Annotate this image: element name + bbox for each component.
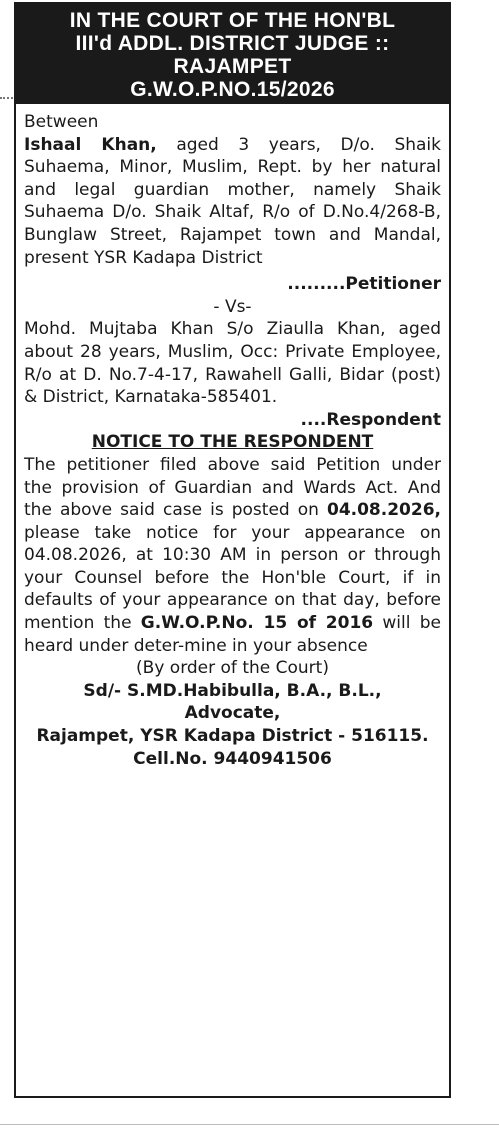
court-notice: [14, 2, 451, 1098]
case-reference: G.W.O.P.No. 15 of 2016: [140, 613, 374, 634]
hearing-date: 04.08.2026,: [326, 500, 441, 521]
notice-paragraph: [24, 454, 441, 657]
notice-text-2: please take notice for your appearance on 04.08.2026, at 10:30 AM in person or through your Counsel before the Hon'ble Court, if in defaults of your appearance on that day, before mention the: [24, 522, 441, 634]
petitioner-paragraph: [24, 134, 441, 270]
page-bottom-rule: [0, 1124, 499, 1125]
respondent-paragraph: Mohd. Mujtaba Khan S/o Ziaulla Khan, aged about 28 years, Muslim, Occ: Private Employee, R/o at D. No.7-4-17, Rawahell Galli, Bidar (post) & District, Karnataka-585401.: [24, 319, 441, 408]
notice-header: [16, 4, 449, 104]
advocate-role: Advocate,: [184, 703, 281, 724]
header-line-judge: III'd ADDL. DISTRICT JUDGE ::: [75, 32, 390, 55]
notice-text-1: The petitioner filed above said Petition under the provision of Guardian and Wards Act. And the above said case is posted on: [24, 454, 441, 521]
petitioner-details: aged 3 years, D/o. Shaik Suhaema, Minor, Muslim, Rept. by her natural and legal guardian mother, namely Shaik Suhaema D/o. Shaik Altaf, R/o of D.No.4/268-B, Bunglaw Street, Rajampet town and Mandal, present YSR Kadapa District: [24, 134, 442, 268]
respondent-tag: ....Respondent: [300, 409, 441, 430]
advocate-cell: Cell.No. 9440941506: [133, 748, 332, 769]
court-order-line: (By order of the Court): [136, 658, 329, 679]
notice-body: [16, 104, 449, 770]
petitioner-tag: .........Petitioner: [287, 274, 441, 295]
notice-text-3: will be heard under deter-mine in your absence: [24, 613, 441, 656]
between-label: Between: [24, 112, 99, 132]
header-case-number: G.W.O.P.NO.15/2026: [130, 78, 335, 101]
petitioner-name: Ishaal Khan,: [24, 134, 157, 155]
advocate-address: Rajampet, YSR Kadapa District - 516115.: [36, 726, 429, 747]
versus-label: - Vs-: [213, 296, 252, 317]
advocate-name: Sd/- S.MD.Habibulla, B.A., B.L.,: [83, 680, 382, 701]
header-line-court: IN THE COURT OF THE HON'BL: [69, 9, 396, 32]
notice-heading: NOTICE TO THE RESPONDENT: [91, 432, 374, 453]
header-line-place: RAJAMPET: [173, 55, 292, 78]
